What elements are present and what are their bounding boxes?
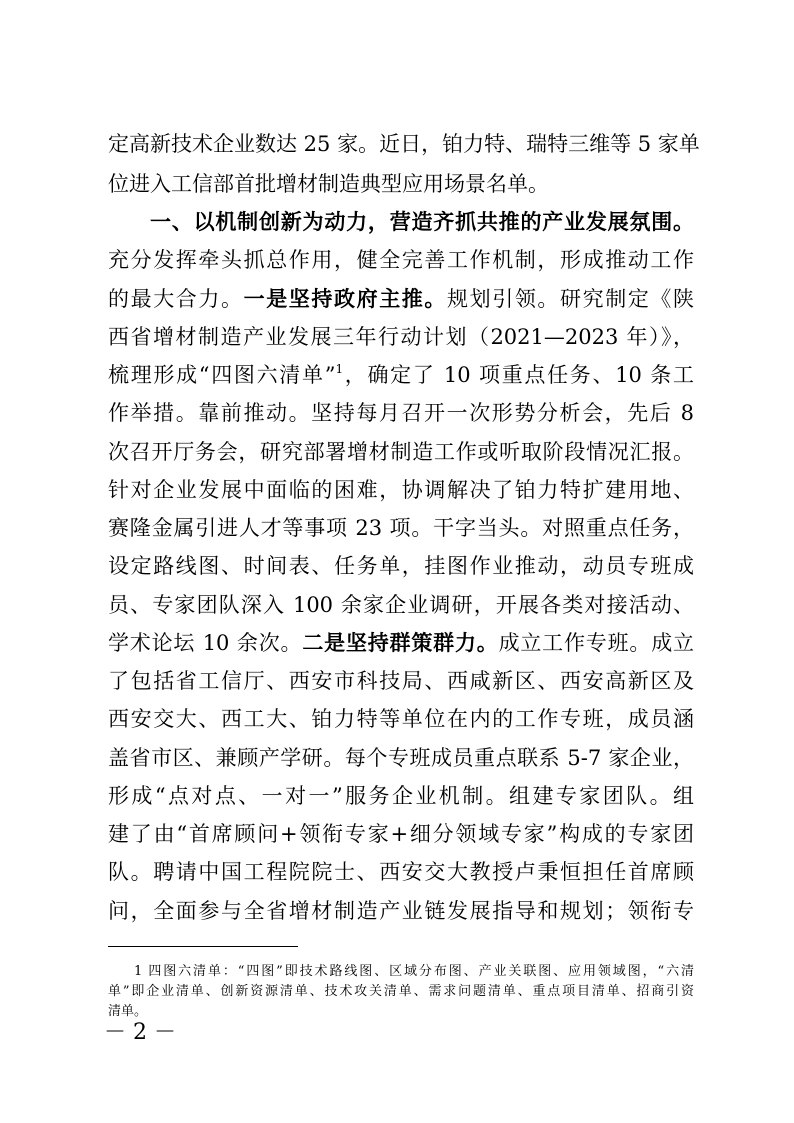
footnote-line: 单”即企业清单、创新资源清单、技术攻关清单、需求问题清单、重点项目清单、招商引资 [108,984,694,999]
body-line: 员、专家团队深入 100 余家企业调研，开展各类对接活动、 [108,593,694,617]
footnote-marker: 1 [335,362,344,376]
body-line: 盖省市区、兼顾产学研。每个专班成员重点联系 5-7 家企业， [108,746,694,770]
body-line: 建了由“首席顾问+领衔专家+细分领域专家”构成的专家团 [108,822,694,846]
body-line: 了包括省工信厅、西安市科技局、西咸新区、西安高新区及 [108,669,694,693]
body-line [108,355,694,395]
body-line: 西安交大、西工大、铂力特等单位在内的工作专班，成员涵 [108,707,694,731]
page-number: － 2 － [104,1020,176,1045]
body-line: 充分发挥牵头抓总作用，健全完善工作机制，形成推动工作 [108,248,694,272]
footnote-separator [108,946,298,947]
body-line: 赛隆金属引进人才等事项 23 项。干字当头。对照重点任务， [108,516,694,540]
body-text: ，确定了 10 项重点任务、10 条工 [343,363,694,387]
body-line: 问，全面参与全省增材制造产业链发展指导和规划；领衔专 [108,899,694,923]
footnote-line: 1 四图六清单：“四图”即技术路线图、区域分布图、产业关联图、应用领域图，“六清 [134,964,694,979]
body-text: 规划引领。研究制定《陕 [447,287,695,311]
body-line [108,623,694,663]
bold-point-heading: 一是坚持政府主推。 [243,286,448,311]
body-line: 队。聘请中国工程院院士、西安交大教授卢秉恒担任首席顾 [108,860,694,884]
body-text: 的最大合力。 [108,287,244,311]
body-line: 作举措。靠前推动。坚持每月召开一次形势分析会，先后 8 [108,401,694,425]
body-line: 西省增材制造产业发展三年行动计划（2021—2023 年）》， [108,325,694,349]
body-line: 形成“点对点、一对一”服务企业机制。组建专家团队。组 [108,784,694,808]
body-line: 次召开厅务会，研究部署增材制造工作或听取阶段情况汇报。 [108,440,694,464]
body-text: 成立工作专班。成立 [498,631,695,655]
body-line: 定高新技术企业数达 25 家。近日，铂力特、瑞特三维等 5 家单 [108,132,700,156]
body-line: 位进入工信部首批增材制造典型应用场景名单。 [108,172,549,196]
body-line [108,279,694,319]
bold-point-heading: 二是坚持群策群力。 [302,630,499,655]
footnote-line: 清单。 [108,1004,148,1019]
body-line: 设定路线图、时间表、任务单，挂图作业推动，动员专班成 [108,554,694,578]
section-heading: 一、以机制创新为动力，营造齐抓共推的产业发展氛围。 [150,209,694,234]
body-text: 学术论坛 10 余次。 [108,631,303,655]
body-text: 梳理形成“四图六清单” [108,363,336,387]
body-line: 针对企业发展中面临的困难，协调解决了铂力特扩建用地、 [108,478,694,502]
